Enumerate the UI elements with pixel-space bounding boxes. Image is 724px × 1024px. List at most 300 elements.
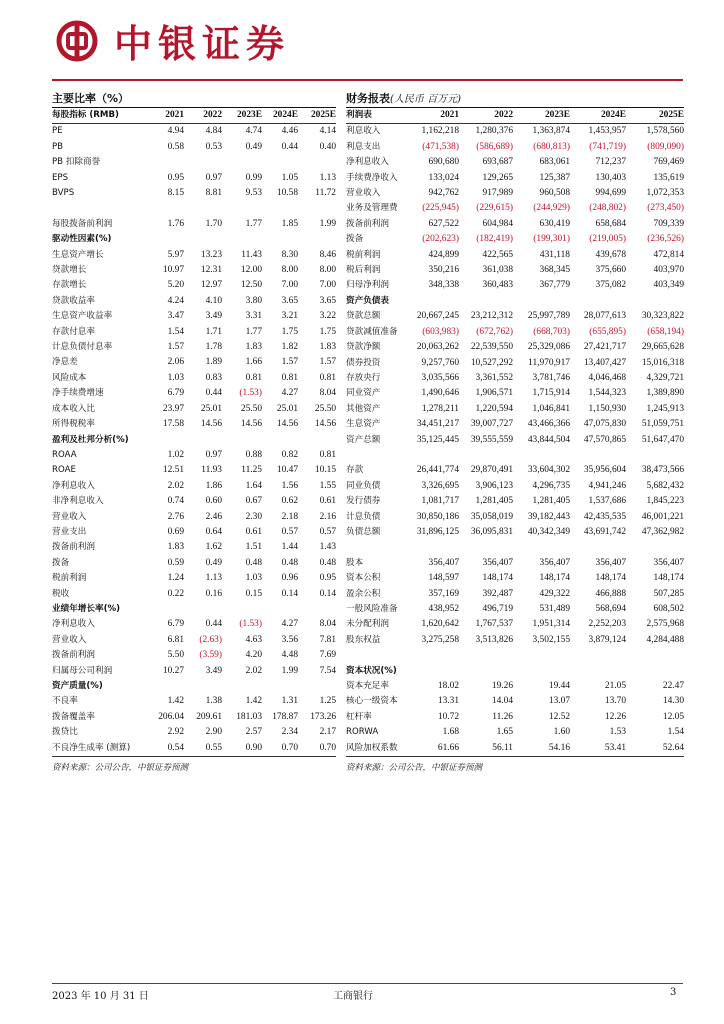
cell-value: 917,989 <box>482 188 513 199</box>
cell-value: 1.68 <box>442 727 459 738</box>
cell-value: 712,237 <box>595 157 626 168</box>
header-year: 2022 <box>184 108 222 124</box>
cell-value: 25.50 <box>240 403 262 414</box>
table-row <box>52 155 336 170</box>
cell-value <box>184 679 222 694</box>
cell-value: 0.55 <box>184 741 222 757</box>
cell-value: 368,345 <box>539 265 570 276</box>
cell-value: 4.84 <box>205 126 222 137</box>
cell-value: 148,174 <box>653 573 684 584</box>
cell-value: 1,715,914 <box>532 388 570 399</box>
cell-value: 13.07 <box>548 696 570 707</box>
row-label: 杠杆率 <box>346 711 372 722</box>
cell-value: 348,338 <box>428 280 459 291</box>
cell-value: 56.11 <box>459 741 513 757</box>
cell-value: 12.26 <box>604 711 626 722</box>
row-label: 计息负债 <box>346 511 381 522</box>
cell-value: 2.17 <box>319 727 336 738</box>
row-label: 每股拨备前利润 <box>52 218 113 229</box>
cell-value: 1.99 <box>319 218 336 229</box>
cell-value: 608,502 <box>653 603 684 614</box>
cell-value: 422,565 <box>482 249 513 260</box>
table-row <box>52 633 336 648</box>
row-label: 税前利润 <box>52 573 87 584</box>
cell-value: 28,077,613 <box>583 311 626 322</box>
cell-value: 4,941,246 <box>588 480 626 491</box>
cell-value: 942,762 <box>428 188 459 199</box>
cell-value: 1.57 <box>167 342 184 353</box>
cell-value: 0.15 <box>245 588 262 599</box>
cell-value: 6.81 <box>167 634 184 645</box>
cell-value: 709,339 <box>653 218 684 229</box>
cell-value: 375,660 <box>595 265 626 276</box>
row-label: 股本 <box>346 557 364 568</box>
cell-value: (603,983) <box>422 326 459 337</box>
row-label <box>346 448 409 463</box>
cell-value: 1.83 <box>319 342 336 353</box>
table-row <box>52 171 336 186</box>
cell-value: 0.54 <box>146 741 184 757</box>
cell-value: 367,779 <box>539 280 570 291</box>
cell-value: 1.57 <box>319 357 336 368</box>
row-label: 成本收入比 <box>52 403 95 414</box>
row-label: 驱动性因素(%) <box>52 234 112 245</box>
cell-value: 23,212,312 <box>470 311 513 322</box>
row-label: 盈利及杜邦分析(%) <box>52 434 129 445</box>
cell-value: 14.56 <box>314 419 336 430</box>
table-row <box>52 694 336 709</box>
financials-panel <box>346 91 684 775</box>
financials-header-row <box>346 108 684 124</box>
header-rule <box>52 79 683 81</box>
table-row <box>346 694 684 709</box>
cell-value: 1,278,211 <box>421 403 459 414</box>
cell-value: 0.70 <box>262 741 298 757</box>
cell-value: 35,956,604 <box>583 465 626 476</box>
cell-value: 148,174 <box>539 573 570 584</box>
row-label: 同业负债 <box>346 480 381 491</box>
table-row <box>52 248 336 263</box>
table-row <box>346 587 684 602</box>
table-row <box>346 525 684 540</box>
cell-value <box>570 294 626 309</box>
table-row <box>52 325 336 340</box>
cell-value: 4,046,468 <box>588 372 626 383</box>
cell-value: (672,762) <box>476 326 513 337</box>
cell-value: (202,623) <box>422 234 459 245</box>
table-row <box>52 448 336 463</box>
cell-value: 0.81 <box>319 372 336 383</box>
cell-value: 7.00 <box>281 280 298 291</box>
cell-value: 1.99 <box>281 665 298 676</box>
cell-value <box>146 602 184 617</box>
table-row <box>52 263 336 278</box>
cell-value: 1.75 <box>281 326 298 337</box>
cell-value: 19.44 <box>548 680 570 691</box>
cell-value: 29,665,628 <box>641 342 684 353</box>
table-row <box>346 217 684 232</box>
cell-value: 690,680 <box>428 157 459 168</box>
table-row <box>346 263 684 278</box>
row-label: 负债总额 <box>346 526 381 537</box>
row-label: 拨备 <box>52 557 70 568</box>
row-label: PE <box>52 126 63 137</box>
cell-value <box>626 648 684 663</box>
cell-value: (248,802) <box>589 203 626 214</box>
cell-value <box>409 540 459 555</box>
table-row <box>346 479 684 494</box>
cell-value: 12.52 <box>548 711 570 722</box>
cell-value: 2.34 <box>281 727 298 738</box>
cell-value: 2.02 <box>167 480 184 491</box>
cell-value <box>570 448 626 463</box>
footer-rule <box>52 983 683 984</box>
cell-value: 51,647,470 <box>641 434 684 445</box>
row-label: 盈余公积 <box>346 588 381 599</box>
row-label: 资产总额 <box>346 434 381 445</box>
table-row <box>52 463 336 478</box>
cell-value: 22.47 <box>662 680 684 691</box>
cell-value <box>459 540 513 555</box>
table-row <box>346 171 684 186</box>
row-label <box>346 648 409 663</box>
row-label: 手续费净收入 <box>346 172 398 183</box>
table-row <box>52 571 336 586</box>
row-label: 生息资产收益率 <box>52 311 113 322</box>
cell-value: 507,285 <box>653 588 684 599</box>
cell-value: 30,323,822 <box>641 311 684 322</box>
cell-value: 1,245,913 <box>646 403 684 414</box>
table-row <box>52 386 336 401</box>
cell-value: 133,024 <box>428 172 459 183</box>
table-row <box>346 648 684 663</box>
ratios-table <box>52 108 336 757</box>
cell-value <box>184 232 222 247</box>
cell-value <box>459 294 513 309</box>
cell-value: 994,699 <box>595 188 626 199</box>
cell-value: 130,403 <box>595 172 626 183</box>
cell-value: 40,342,349 <box>527 526 570 537</box>
table-row <box>52 124 336 140</box>
cell-value: 472,814 <box>653 249 684 260</box>
cell-value: 1.25 <box>319 696 336 707</box>
cell-value: 1.13 <box>205 573 222 584</box>
cell-value <box>459 664 513 679</box>
cell-value: 1.56 <box>281 480 298 491</box>
cell-value: 9,257,760 <box>421 357 459 368</box>
table-row <box>346 679 684 694</box>
table-row <box>52 371 336 386</box>
row-label <box>346 540 409 555</box>
row-label: 净手续费增速 <box>52 388 104 399</box>
table-row <box>52 201 336 216</box>
cell-value <box>298 155 336 170</box>
row-label: 不良率 <box>52 696 78 707</box>
cell-value <box>626 540 684 555</box>
cell-value: 43,691,742 <box>583 526 626 537</box>
table-row <box>346 294 684 309</box>
cell-value: 0.40 <box>319 141 336 152</box>
cell-value <box>262 201 298 216</box>
cell-value: 3.21 <box>281 311 298 322</box>
row-label: ROAE <box>52 465 76 476</box>
cell-value: 1.86 <box>205 480 222 491</box>
table-row <box>346 325 684 340</box>
cell-value: 1,544,323 <box>588 388 626 399</box>
cell-value: 3.47 <box>167 311 184 322</box>
cell-value <box>626 664 684 679</box>
row-label: 归母净利润 <box>346 280 389 291</box>
row-label: 资产负债表 <box>346 295 389 306</box>
row-label: 贷款收益率 <box>52 295 95 306</box>
cell-value: 568,694 <box>595 603 626 614</box>
cell-value: 19.26 <box>491 680 513 691</box>
table-row <box>52 725 336 740</box>
table-row <box>346 278 684 293</box>
cell-value: 43,844,504 <box>527 434 570 445</box>
cell-value: 0.61 <box>245 526 262 537</box>
cell-value: 8.30 <box>281 249 298 260</box>
cell-value: 1.51 <box>245 542 262 553</box>
header-year: 2021 <box>146 108 184 124</box>
cell-value: 1.83 <box>167 542 184 553</box>
cell-value: 31,896,125 <box>416 526 459 537</box>
financials-table <box>346 108 684 757</box>
cell-value: (586,689) <box>476 141 513 152</box>
cell-value: 0.44 <box>281 141 298 152</box>
table-row <box>346 371 684 386</box>
cell-value: (741,719) <box>589 141 626 152</box>
cell-value: 3,906,123 <box>475 480 513 491</box>
cell-value: 54.16 <box>513 741 570 757</box>
table-row <box>346 248 684 263</box>
row-label: 净息差 <box>52 357 78 368</box>
cell-value: 658,684 <box>595 218 626 229</box>
cell-value <box>409 648 459 663</box>
cell-value: 1.60 <box>553 727 570 738</box>
cell-value: 1.89 <box>205 357 222 368</box>
cell-value: 960,508 <box>539 188 570 199</box>
footer-page-number: 3 <box>670 987 677 998</box>
cell-value: 1.13 <box>319 172 336 183</box>
cell-value: 2.06 <box>167 357 184 368</box>
cell-value <box>459 448 513 463</box>
cell-value: 47,362,982 <box>641 526 684 537</box>
cell-value: (244,929) <box>533 203 570 214</box>
table-row <box>346 556 684 571</box>
cell-value <box>222 602 262 617</box>
table-row <box>52 479 336 494</box>
cell-value: 3,781,746 <box>532 372 570 383</box>
cell-value: 0.62 <box>281 496 298 507</box>
cell-value: 424,899 <box>428 249 459 260</box>
row-label: 生息资产 <box>346 419 381 430</box>
cell-value <box>262 679 298 694</box>
cell-value: 0.95 <box>319 573 336 584</box>
cell-value: 7.81 <box>319 634 336 645</box>
cell-value: 3,502,155 <box>532 634 570 645</box>
cell-value <box>570 664 626 679</box>
cell-value <box>409 664 459 679</box>
cell-value: 0.81 <box>281 372 298 383</box>
table-row <box>346 741 684 757</box>
cell-value: 0.74 <box>167 496 184 507</box>
cell-value: 1.31 <box>281 696 298 707</box>
row-label: 营业收入 <box>52 511 87 522</box>
cell-value <box>513 664 570 679</box>
row-label: 拨贷比 <box>52 727 78 738</box>
cell-value <box>146 433 184 448</box>
cell-value: 25,329,086 <box>527 342 570 353</box>
cell-value: 15,016,318 <box>641 357 684 368</box>
row-label: 贷款增长 <box>52 265 87 276</box>
cell-value <box>184 201 222 216</box>
cell-value: 5.50 <box>167 650 184 661</box>
table-row <box>52 140 336 155</box>
cell-value: 11.93 <box>201 465 222 476</box>
table-row <box>52 540 336 555</box>
cell-value: 4.24 <box>167 295 184 306</box>
table-row <box>52 679 336 694</box>
footer-company: 工商银行 <box>333 991 373 1002</box>
cell-value: 2.16 <box>319 511 336 522</box>
cell-value: 1,951,314 <box>532 619 570 630</box>
cell-value: 0.57 <box>281 526 298 537</box>
header-label: 每股指标 (RMB) <box>52 108 146 124</box>
row-label: 同业资产 <box>346 388 381 399</box>
table-row <box>346 356 684 371</box>
cell-value: 1.24 <box>167 573 184 584</box>
cell-value: 1.71 <box>205 326 222 337</box>
cell-value <box>262 232 298 247</box>
row-label: 税前利润 <box>346 249 381 260</box>
table-row <box>52 186 336 201</box>
cell-value: 466,888 <box>595 588 626 599</box>
cell-value: 38,473,566 <box>641 465 684 476</box>
cell-value: (668,703) <box>533 326 570 337</box>
table-row <box>52 602 336 617</box>
row-label: 归属母公司利润 <box>52 665 113 676</box>
cell-value: 2.92 <box>167 727 184 738</box>
cell-value: 1.62 <box>205 542 222 553</box>
table-row <box>52 617 336 632</box>
table-row <box>52 355 336 370</box>
table-row <box>52 741 336 757</box>
table-row <box>346 124 684 140</box>
cell-value: 1,281,405 <box>475 496 513 507</box>
cell-value: 11,970,917 <box>528 357 570 368</box>
cell-value: 11.43 <box>241 249 262 260</box>
cell-value: 683,061 <box>539 157 570 168</box>
cell-value: 22,539,550 <box>470 342 513 353</box>
cell-value: 0.14 <box>319 588 336 599</box>
row-label: 生息资产增长 <box>52 249 104 260</box>
row-label: 股东权益 <box>346 634 381 645</box>
cell-value: 129,265 <box>482 172 513 183</box>
cell-value: 5.20 <box>167 280 184 291</box>
row-label: 资本充足率 <box>346 680 389 691</box>
cell-value: 0.69 <box>167 526 184 537</box>
cell-value: 4.20 <box>245 650 262 661</box>
cell-value: 27,421,717 <box>583 342 626 353</box>
table-row <box>346 402 684 417</box>
cell-value: 47,075,830 <box>583 419 626 430</box>
cell-value: 173.26 <box>310 711 336 722</box>
cell-value: 0.96 <box>281 573 298 584</box>
cell-value: 0.44 <box>205 388 222 399</box>
table-row <box>52 494 336 509</box>
financials-title <box>346 91 684 108</box>
cell-value: 10.72 <box>437 711 459 722</box>
row-label: 拨备前利润 <box>52 542 95 553</box>
cell-value: 431,118 <box>539 249 570 260</box>
cell-value: 0.97 <box>205 172 222 183</box>
cell-value: 23.97 <box>162 403 184 414</box>
cell-value: 361,038 <box>482 265 513 276</box>
cell-value: 12.05 <box>662 711 684 722</box>
cell-value: 2.18 <box>281 511 298 522</box>
footer-date: 2023 年 10 月 31 日 <box>52 991 149 1002</box>
table-row <box>346 340 684 355</box>
table-row <box>52 232 336 247</box>
cell-value: 206.04 <box>158 711 184 722</box>
cell-value <box>184 433 222 448</box>
cell-value: 1.83 <box>245 342 262 353</box>
cell-value: (219,005) <box>589 234 626 245</box>
cell-value: 1.57 <box>281 357 298 368</box>
cell-value: 3,513,826 <box>475 634 513 645</box>
row-label: 其他资产 <box>346 403 381 414</box>
cell-value: 11.25 <box>241 465 262 476</box>
header-label: 利润表 <box>346 108 409 124</box>
cell-value: 1,150,930 <box>588 403 626 414</box>
cell-value: 36,095,831 <box>470 526 513 537</box>
cell-value: 13.70 <box>604 696 626 707</box>
cell-value: 26,441,774 <box>416 465 459 476</box>
cell-value: (809,090) <box>647 141 684 152</box>
cell-value <box>298 679 336 694</box>
header-year: 2022 <box>459 108 513 124</box>
cell-value: (182,419) <box>476 234 513 245</box>
cell-value <box>570 540 626 555</box>
table-row <box>52 309 336 324</box>
cell-value: 181.03 <box>236 711 262 722</box>
cell-value: 2.02 <box>245 665 262 676</box>
table-row <box>346 448 684 463</box>
cell-value: 25.50 <box>314 403 336 414</box>
cell-value: 356,407 <box>482 557 513 568</box>
cell-value: 6.79 <box>167 388 184 399</box>
cell-value: 0.57 <box>319 526 336 537</box>
cell-value <box>222 433 262 448</box>
cell-value: 8.15 <box>167 188 184 199</box>
cell-value: 4.27 <box>281 388 298 399</box>
cell-value: 3,035,566 <box>421 372 459 383</box>
cell-value: 53.41 <box>570 741 626 757</box>
cell-value: 148,174 <box>482 573 513 584</box>
row-label: 风险加权系数 <box>346 741 409 757</box>
table-row <box>346 571 684 586</box>
cell-value: 14.30 <box>662 696 684 707</box>
table-row <box>346 633 684 648</box>
cell-value <box>513 448 570 463</box>
table-row <box>346 140 684 155</box>
cell-value: 1.05 <box>281 172 298 183</box>
cell-value: 14.04 <box>491 696 513 707</box>
cell-value: 8.00 <box>319 265 336 276</box>
cell-value: 1,620,642 <box>421 619 459 630</box>
table-row <box>52 664 336 679</box>
